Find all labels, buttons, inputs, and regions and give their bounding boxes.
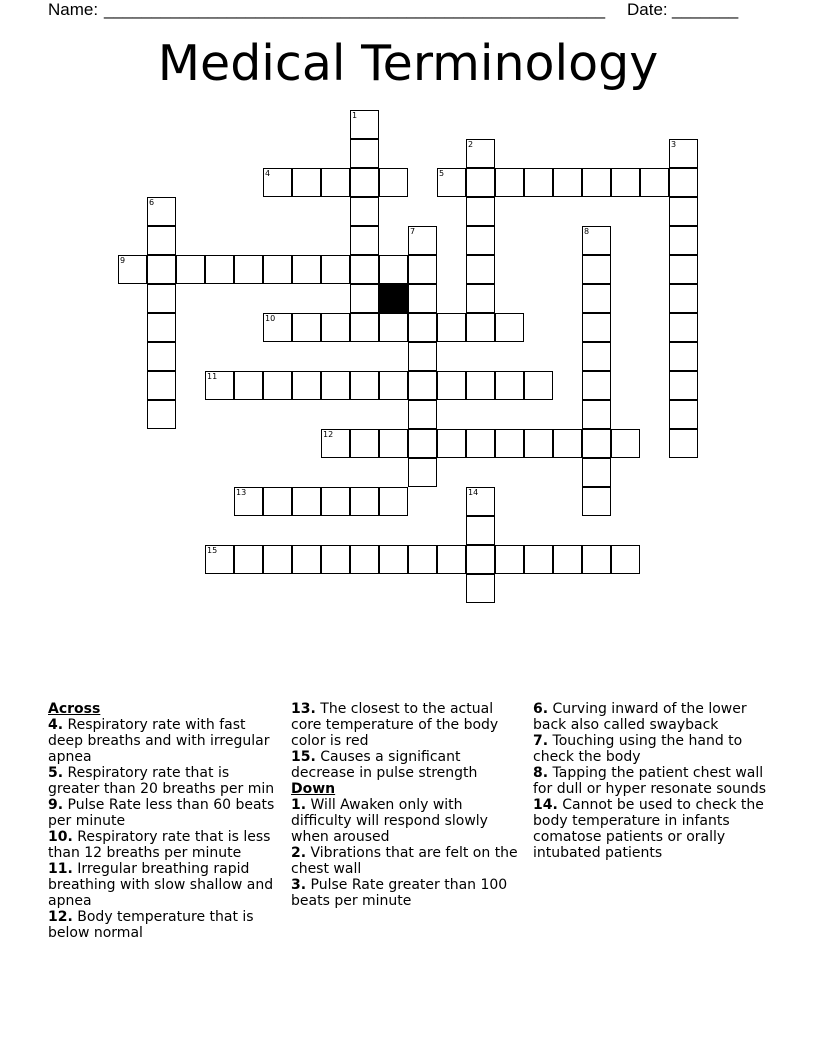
crossword-cell[interactable] [553, 429, 582, 458]
crossword-cell[interactable] [234, 487, 263, 516]
crossword-cell[interactable] [582, 255, 611, 284]
clue-text: Touching using the hand to check the body [533, 733, 743, 765]
crossword-cell[interactable] [495, 313, 524, 342]
crossword-cell[interactable] [350, 168, 379, 197]
crossword-cell[interactable] [147, 226, 176, 255]
crossword-cell[interactable] [147, 255, 176, 284]
crossword-cell[interactable] [263, 168, 292, 197]
crossword-cell[interactable] [292, 487, 321, 516]
clue-down-1 [291, 797, 527, 845]
clue-number: 3. [291, 877, 307, 893]
crossword-cell[interactable] [408, 458, 437, 487]
crossword-cell[interactable] [611, 429, 640, 458]
clue-across-12 [48, 909, 284, 941]
crossword-cell[interactable] [350, 371, 379, 400]
clue-column-1 [48, 701, 284, 941]
clue-number: 7. [533, 733, 549, 749]
crossword-cell[interactable] [350, 545, 379, 574]
clue-number: 9. [48, 797, 64, 813]
clue-number: 4. [48, 717, 64, 733]
header [48, 0, 748, 20]
clue-number: 10. [48, 829, 73, 845]
crossword-cell[interactable] [524, 371, 553, 400]
clue-number: 5. [48, 765, 64, 781]
crossword-cell[interactable] [466, 545, 495, 574]
clue-number: 2. [291, 845, 307, 861]
clue-text: Irregular breathing rapid breathing with slow shallow and apnea [48, 861, 274, 909]
crossword-cell[interactable] [379, 255, 408, 284]
crossword-cell[interactable] [669, 371, 698, 400]
clue-across-15 [291, 749, 527, 781]
clue-across-13 [291, 701, 527, 749]
clue-text: Body temperature that is below normal [48, 909, 254, 941]
clue-text: Will Awaken only with difficulty will respond slowly when aroused [291, 797, 488, 845]
crossword-cell[interactable] [408, 429, 437, 458]
crossword-cell[interactable] [582, 371, 611, 400]
down-heading: Down [291, 781, 336, 797]
crossword-cell[interactable] [234, 545, 263, 574]
crossword-cell[interactable] [466, 139, 495, 168]
crossword-cell[interactable] [466, 168, 495, 197]
clue-down-6 [533, 701, 773, 733]
crossword-cell[interactable] [379, 545, 408, 574]
crossword-cell[interactable] [437, 313, 466, 342]
clue-down-2 [291, 845, 527, 877]
cell-number: 3 [671, 140, 677, 149]
crossword-cell[interactable] [292, 371, 321, 400]
crossword-cell[interactable] [553, 168, 582, 197]
crossword-cell[interactable] [669, 284, 698, 313]
crossword-cell[interactable] [582, 342, 611, 371]
clue-down-14 [533, 797, 773, 861]
crossword-cell[interactable] [466, 197, 495, 226]
cell-number: 15 [207, 546, 218, 555]
crossword-cell[interactable] [321, 371, 350, 400]
crossword-cell[interactable] [466, 574, 495, 603]
crossword-cell[interactable] [669, 429, 698, 458]
cell-number: 10 [265, 314, 276, 323]
crossword-cell[interactable] [669, 342, 698, 371]
crossword-cell[interactable] [669, 313, 698, 342]
clue-text: Respiratory rate with fast deep breaths and with irregular apnea [48, 717, 270, 765]
crossword-cell[interactable] [118, 255, 147, 284]
crossword-cell[interactable] [205, 545, 234, 574]
cell-number: 4 [265, 169, 271, 178]
cell-number: 6 [149, 198, 155, 207]
clue-number: 11. [48, 861, 73, 877]
crossword-cell[interactable] [292, 545, 321, 574]
crossword-cell[interactable] [437, 371, 466, 400]
crossword-cell[interactable] [350, 139, 379, 168]
crossword-cell[interactable] [553, 545, 582, 574]
crossword-cell[interactable] [582, 545, 611, 574]
crossword-cell[interactable] [408, 400, 437, 429]
crossword-cell[interactable] [263, 545, 292, 574]
clue-across-9 [48, 797, 284, 829]
clue-column-2 [291, 701, 527, 909]
crossword-cell[interactable] [205, 371, 234, 400]
clue-down-3 [291, 877, 527, 909]
clue-text: Respiratory rate that is greater than 20 breaths per min [48, 765, 275, 797]
crossword-cell[interactable] [147, 197, 176, 226]
crossword-cell[interactable] [495, 371, 524, 400]
crossword-cell[interactable] [408, 342, 437, 371]
name-label: Name: [48, 0, 99, 19]
crossword-cell[interactable] [292, 255, 321, 284]
crossword-cell[interactable] [350, 110, 379, 139]
crossword-cell[interactable] [466, 371, 495, 400]
cell-number: 2 [468, 140, 474, 149]
clue-number: 15. [291, 749, 316, 765]
crossword-cell[interactable] [611, 168, 640, 197]
crossword-cell[interactable] [147, 313, 176, 342]
crossword-cell[interactable] [321, 429, 350, 458]
crossword-cell[interactable] [437, 429, 466, 458]
crossword-cell[interactable] [669, 139, 698, 168]
clue-across-11 [48, 861, 284, 909]
clue-number: 13. [291, 701, 316, 717]
crossword-cell[interactable] [234, 255, 263, 284]
crossword-cell[interactable] [437, 168, 466, 197]
crossword-cell[interactable] [321, 487, 350, 516]
crossword-cell[interactable] [408, 255, 437, 284]
crossword-cell[interactable] [524, 168, 553, 197]
crossword-cell[interactable] [263, 255, 292, 284]
clue-text: Tapping the patient chest wall for dull or hyper resonate sounds [533, 765, 767, 797]
crossword-cell[interactable] [147, 342, 176, 371]
crossword-cell[interactable] [321, 313, 350, 342]
crossword-cell[interactable] [147, 284, 176, 313]
crossword-cell[interactable] [176, 255, 205, 284]
crossword-cell[interactable] [669, 197, 698, 226]
crossword-cell[interactable] [263, 371, 292, 400]
clue-text: The closest to the actual core temperature of the body color is red [291, 701, 499, 749]
crossword-cell[interactable] [582, 226, 611, 255]
crossword-cell[interactable] [408, 284, 437, 313]
clue-down-7 [533, 733, 773, 765]
cell-number: 13 [236, 488, 247, 497]
crossword-cell[interactable] [466, 255, 495, 284]
cell-number: 14 [468, 488, 479, 497]
clue-text: Pulse Rate greater than 100 beats per minute [291, 877, 508, 909]
crossword-cell[interactable] [263, 313, 292, 342]
crossword-cell[interactable] [408, 371, 437, 400]
crossword-cell[interactable] [466, 429, 495, 458]
cell-number: 9 [120, 256, 126, 265]
crossword-cell[interactable] [495, 168, 524, 197]
clue-text: Vibrations that are felt on the chest wall [291, 845, 518, 877]
crossword-cell[interactable] [495, 429, 524, 458]
crossword-cell[interactable] [350, 255, 379, 284]
cell-number: 7 [410, 227, 416, 236]
date-label: Date: [627, 0, 668, 19]
crossword-cell[interactable] [582, 400, 611, 429]
crossword-cell[interactable] [321, 545, 350, 574]
clue-text: Respiratory rate that is less than 12 breaths per minute [48, 829, 271, 861]
crossword-cell[interactable] [524, 545, 553, 574]
crossword-cell[interactable] [669, 255, 698, 284]
crossword-cell[interactable] [292, 168, 321, 197]
crossword-cell[interactable] [669, 168, 698, 197]
clue-number: 1. [291, 797, 307, 813]
crossword-cell[interactable] [147, 400, 176, 429]
crossword-cell[interactable] [466, 516, 495, 545]
crossword-cell[interactable] [669, 226, 698, 255]
crossword-cell[interactable] [379, 429, 408, 458]
cell-number: 5 [439, 169, 445, 178]
clue-text: Pulse Rate less than 60 beats per minute [48, 797, 275, 829]
crossword-cell[interactable] [379, 168, 408, 197]
cell-number: 8 [584, 227, 590, 236]
crossword-cell[interactable] [582, 458, 611, 487]
clue-text: Causes a significant decrease in pulse strength [291, 749, 478, 781]
clue-across-4 [48, 717, 284, 765]
cell-number: 12 [323, 430, 334, 439]
crossword-cell[interactable] [582, 284, 611, 313]
name-field[interactable]: _____________________________________________________ [104, 0, 606, 19]
crossword-cell[interactable] [408, 313, 437, 342]
crossword-cell[interactable] [321, 168, 350, 197]
date-field[interactable]: _______ [672, 0, 739, 19]
crossword-cell[interactable] [205, 255, 234, 284]
clue-text: Cannot be used to check the body temperature in infants comatose patients or orally intubated patients [533, 797, 764, 861]
clue-number: 12. [48, 909, 73, 925]
crossword-cell[interactable] [379, 371, 408, 400]
crossword-cell[interactable] [292, 313, 321, 342]
clue-number: 8. [533, 765, 549, 781]
across-heading: Across [48, 701, 101, 717]
page-title: Medical Terminology [157, 35, 659, 92]
crossword-cell[interactable] [466, 313, 495, 342]
crossword-cell[interactable] [379, 487, 408, 516]
crossword-cell[interactable] [466, 226, 495, 255]
clue-text: Curving inward of the lower back also called swayback [533, 701, 747, 733]
crossword-cell[interactable] [524, 429, 553, 458]
crossword-cell[interactable] [437, 545, 466, 574]
crossword-cell[interactable] [611, 545, 640, 574]
crossword-cell[interactable] [321, 255, 350, 284]
crossword-cell[interactable] [350, 429, 379, 458]
crossword-cell[interactable] [495, 545, 524, 574]
crossword-cell[interactable] [234, 371, 263, 400]
crossword-cell[interactable] [263, 487, 292, 516]
crossword-cell[interactable] [640, 168, 669, 197]
crossword-cell[interactable] [350, 313, 379, 342]
crossword-cell[interactable] [582, 168, 611, 197]
crossword-cell[interactable] [582, 429, 611, 458]
crossword-cell[interactable] [582, 313, 611, 342]
crossword-cell[interactable] [350, 284, 379, 313]
cell-number: 1 [352, 111, 358, 120]
crossword-cell[interactable] [379, 313, 408, 342]
clue-down-8 [533, 765, 773, 797]
crossword-cell[interactable] [350, 197, 379, 226]
crossword-block [379, 284, 408, 313]
clue-column-3 [533, 701, 773, 861]
clue-across-10 [48, 829, 284, 861]
cell-number: 11 [207, 372, 218, 381]
crossword-cell[interactable] [582, 487, 611, 516]
crossword-cell[interactable] [350, 487, 379, 516]
clue-number: 14. [533, 797, 558, 813]
crossword-cell[interactable] [147, 371, 176, 400]
clue-across-5 [48, 765, 284, 797]
crossword-cell[interactable] [669, 400, 698, 429]
clue-number: 6. [533, 701, 549, 717]
crossword-cell[interactable] [350, 226, 379, 255]
crossword-cell[interactable] [466, 487, 495, 516]
crossword-cell[interactable] [408, 545, 437, 574]
crossword-cell[interactable] [466, 284, 495, 313]
crossword-cell[interactable] [408, 226, 437, 255]
